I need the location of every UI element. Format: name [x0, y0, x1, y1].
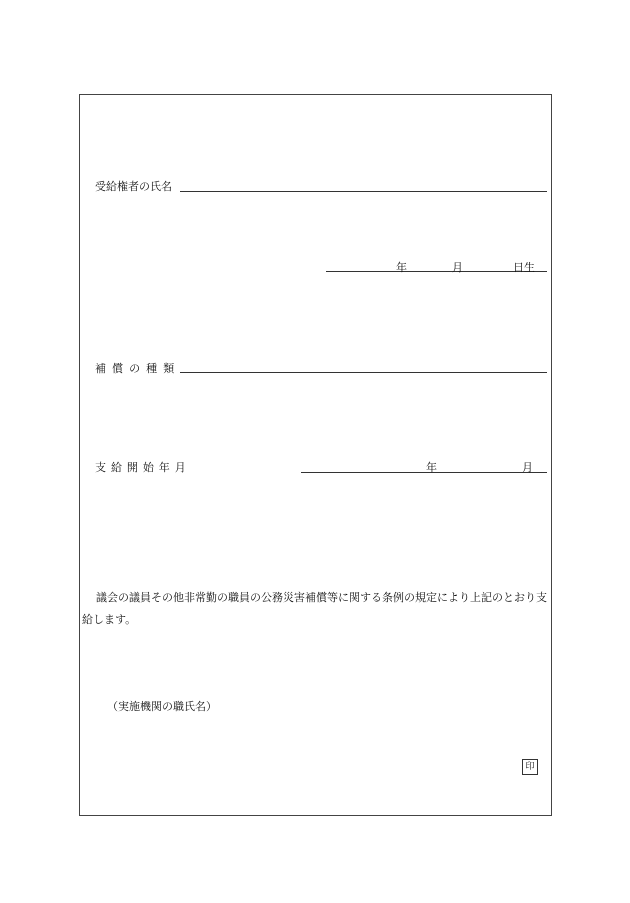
recipient-name-label: 受給権者の氏名 [95, 180, 172, 193]
birth-month-label: 月 [452, 261, 463, 274]
compensation-type-label: 補償の種類 [95, 362, 181, 375]
payment-start-field[interactable] [301, 472, 547, 473]
agency-label: （実施機関の職氏名） [107, 700, 217, 713]
birth-year-label: 年 [396, 261, 407, 274]
compensation-type-field[interactable] [180, 372, 547, 373]
birth-day-label: 日生 [513, 261, 535, 274]
recipient-name-field[interactable] [180, 191, 547, 192]
payment-start-label: 支給開始年月 [95, 461, 191, 474]
payment-start-year-label: 年 [426, 461, 437, 474]
statement-text: 議会の議員その他非常勤の職員の公務災害補償等に関する条例の規定により上記のとおり支給します。 [82, 591, 547, 626]
seal-mark: 印 [522, 759, 538, 775]
payment-start-month-label: 月 [522, 461, 533, 474]
